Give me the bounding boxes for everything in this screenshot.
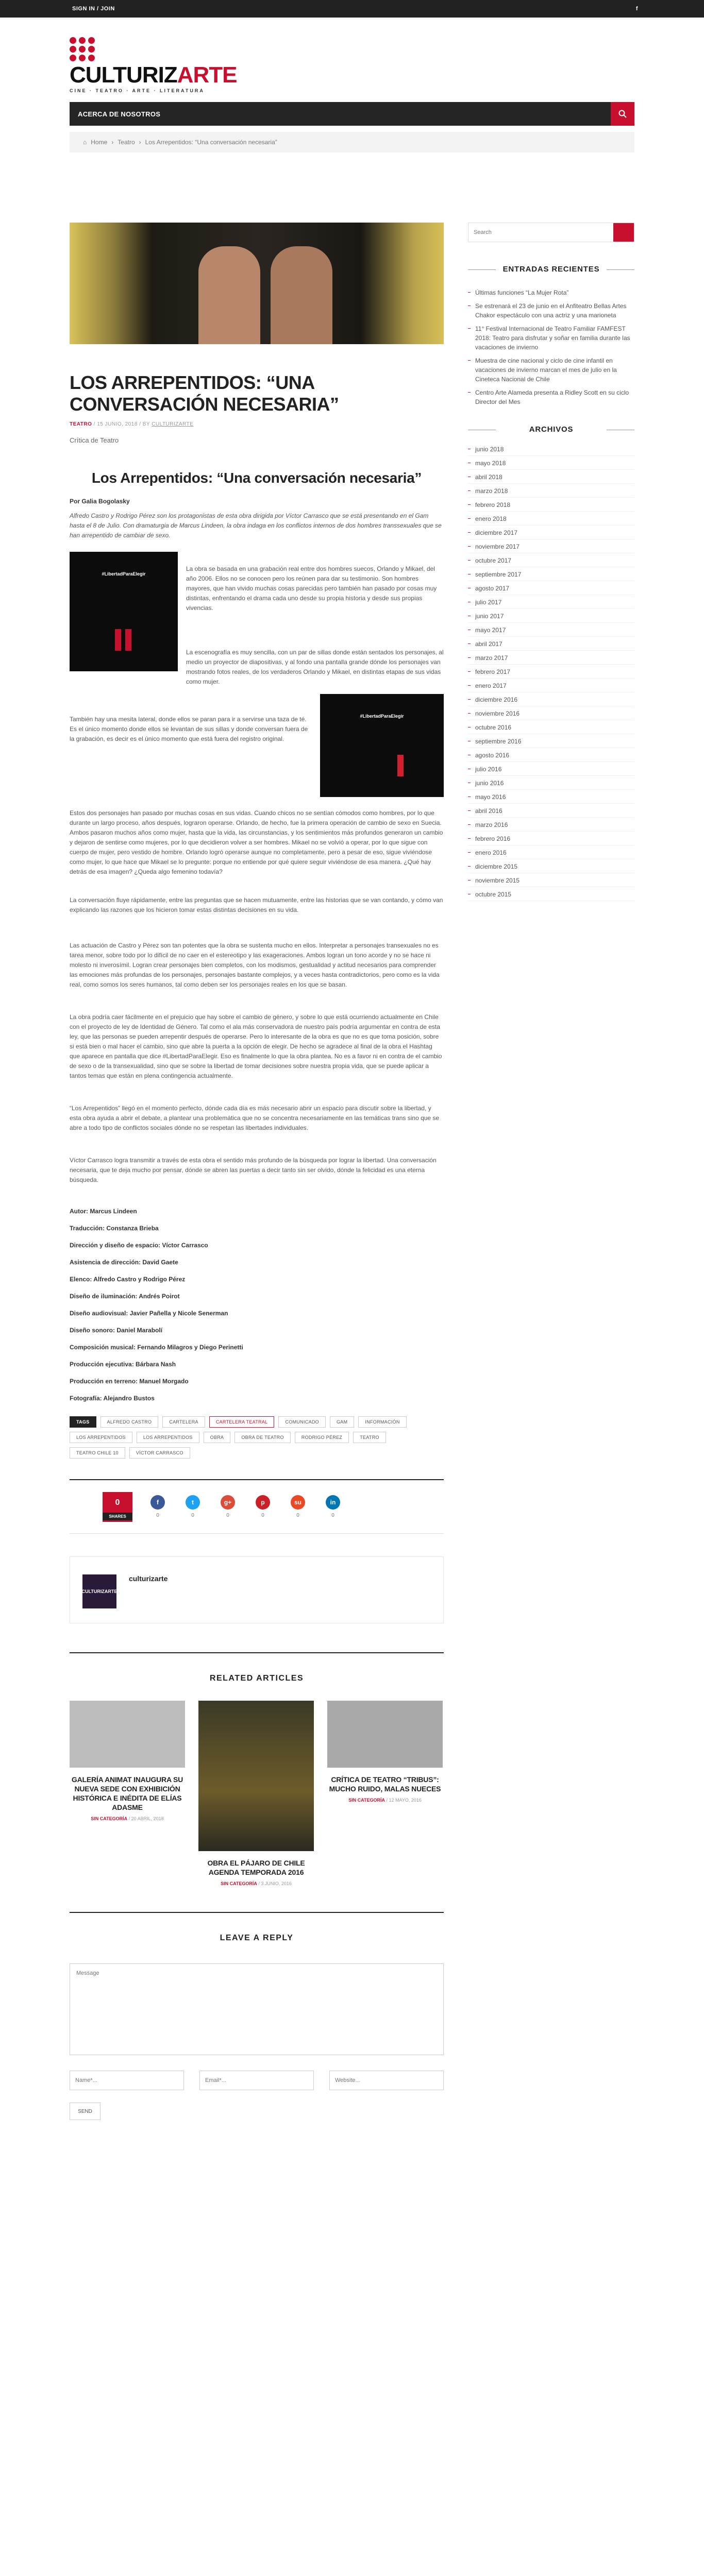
- author-box: [70, 1556, 444, 1623]
- archive-list: [468, 442, 634, 901]
- recent-item[interactable]: Muestra de cine nacional y ciclo de cine infantil en vacaciones de invierno marcan el mes de julio en la Cineteca Nacional de Chile: [468, 352, 634, 384]
- archive-item[interactable]: enero 2018: [468, 512, 634, 526]
- article-photo: #LibertadParaElegir: [70, 552, 178, 671]
- breadcrumb-home[interactable]: Home: [91, 139, 108, 146]
- archive-item[interactable]: noviembre 2017: [468, 539, 634, 553]
- tag[interactable]: VÍCTOR CARRASCO: [129, 1447, 190, 1459]
- tag[interactable]: TEATRO: [353, 1432, 386, 1443]
- avatar[interactable]: CULTURIZARTE: [82, 1574, 116, 1608]
- archive-item[interactable]: abril 2016: [468, 804, 634, 818]
- paragraph: La obra podría caer fácilmente en el prejuicio que hay sobre el cambio de género, y sobre lo que está ocurriendo actualmente en Chile con el proyecto de ley de Identidad de Género. Tal como el ala más conservadora de nuestro país podría argumentar en contra de esta ley, que las personas se pueden arrepentir después de operarse. Pero lo interesante de la obra es que no es que toma posición, sobre si está bien o mal hacer el cambio, sino que abre la puerta a la opción de elegir. De hecho se agradece al final de la obra el Hashtag que aparece en pantalla que dice #LibertadParaElegir. Eso es finalmente lo que la obra plantea. No es a favor ni en contra de el cambio de sexo o de la transexualidad, sino que se sobre la libertad de tomar decisiones sobre nuestra propia vida, que se puede aplicar a tantos temas que están en plena contingencia actualmente.: [70, 1013, 442, 1079]
- archive-item[interactable]: abril 2018: [468, 470, 634, 484]
- paragraph: También hay una mesita lateral, donde ellos se paran para ir a servirse una taza de té. Es el único momento donde ellos se levantan de sus sillas y donde conversan fuera de la grabación, es decir es el único momento que está fuera del registro original.: [70, 716, 308, 742]
- recent-item[interactable]: Últimas funciones “La Mujer Rota”: [468, 284, 634, 297]
- author-name[interactable]: culturizarte: [129, 1574, 168, 1583]
- recent-item[interactable]: 11° Festival Internacional de Teatro Familiar FAMFEST 2018: Teatro para disfrutar y soñar en familia durante las vacaciones de invierno: [468, 320, 634, 352]
- credit-line: Asistencia de dirección: David Gaete: [70, 1259, 178, 1266]
- recent-item[interactable]: Se estrenará el 23 de junio en el Anfiteatro Bellas Artes Chakor espectáculo con una actriz y una marioneta: [468, 297, 634, 320]
- archive-item[interactable]: octubre 2016: [468, 720, 634, 734]
- related-card-title[interactable]: CRÍTICA DE TEATRO “TRIBUS”: MUCHO RUIDO, MALAS NUECES: [329, 1775, 441, 1793]
- article-title: LOS ARREPENTIDOS: “UNA CONVERSACIÓN NECESARIA”: [70, 372, 339, 415]
- related-image[interactable]: [70, 1701, 185, 1768]
- archive-item[interactable]: noviembre 2016: [468, 706, 634, 720]
- archive-item[interactable]: diciembre 2016: [468, 692, 634, 706]
- share-count: 0 SHARES: [103, 1492, 132, 1522]
- archive-title: ARCHIVOS: [468, 425, 634, 434]
- search-icon[interactable]: [613, 223, 634, 242]
- credit-line: Dirección y diseño de espacio: Víctor Carrasco: [70, 1242, 208, 1249]
- site-logo[interactable]: [70, 37, 634, 94]
- archive-item[interactable]: julio 2016: [468, 762, 634, 776]
- share-stumbleupon[interactable]: su 0: [288, 1495, 308, 1518]
- archive-item[interactable]: junio 2017: [468, 609, 634, 623]
- share-linkedin[interactable]: in 0: [323, 1495, 343, 1518]
- paragraph: Las actuación de Castro y Pérez son tan potentes que la obra se sustenta mucho en ellos. Interpretar a personajes transexuales no es tarea menor, sobre todo por lo difícil de no caer en el estereotipo y las exageraciones. Ambos logran un tono acorde y no se hace ni molesto ni inverosímil. Logran crear personajes bien completos, con los modismos, gestualidad y actitud necesarios para comprender las emociones más profundas de los personajes, personajes bastante complejos, y a veces hasta contradictorios, pero como es la vida real, como somos los seres humanos, tal como deben ser los personajes reales en los que se basan.: [70, 942, 440, 988]
- archive-item[interactable]: septiembre 2017: [468, 567, 634, 581]
- archive-item[interactable]: marzo 2018: [468, 484, 634, 498]
- sidebar-search: [468, 223, 634, 242]
- send-button[interactable]: SEND: [70, 2103, 100, 2120]
- share-google[interactable]: g+ 0: [218, 1495, 238, 1518]
- home-icon: ⌂: [83, 139, 87, 146]
- credit-line: Producción en terreno: Manuel Morgado: [70, 1378, 189, 1385]
- archive-item[interactable]: agosto 2016: [468, 748, 634, 762]
- archive-item[interactable]: mayo 2018: [468, 456, 634, 470]
- tag-list: [70, 1416, 430, 1459]
- archive-item[interactable]: diciembre 2015: [468, 859, 634, 873]
- top-bar: [0, 0, 704, 18]
- archive-item[interactable]: febrero 2018: [468, 498, 634, 512]
- archive-item[interactable]: enero 2016: [468, 845, 634, 859]
- archive-item[interactable]: mayo 2017: [468, 623, 634, 637]
- linkedin-icon: in: [326, 1495, 340, 1510]
- archive-item[interactable]: marzo 2017: [468, 651, 634, 665]
- meta-author[interactable]: CULTURIZARTE: [152, 421, 194, 427]
- archive-item[interactable]: agosto 2017: [468, 581, 634, 595]
- tag[interactable]: ALFREDO CASTRO: [100, 1416, 159, 1428]
- archive-item[interactable]: junio 2018: [468, 442, 634, 456]
- tag[interactable]: RODRIGO PÉREZ: [295, 1432, 349, 1443]
- reply-title: LEAVE A REPLY: [220, 1934, 294, 1942]
- logo-text: CULTURIZARTE: [70, 62, 237, 88]
- sidebar: [468, 223, 634, 901]
- article-excerpt: Crítica de Teatro: [70, 436, 119, 444]
- tag[interactable]: TEATRO CHILE 10: [70, 1447, 125, 1459]
- credit-line: Diseño audiovisual: Javier Pañella y Nicole Senerman: [70, 1310, 228, 1317]
- credit-line: Composición musical: Fernando Milagros y Diego Perinetti: [70, 1344, 243, 1351]
- tag[interactable]: GAM: [330, 1416, 354, 1428]
- archive-item[interactable]: abril 2017: [468, 637, 634, 651]
- archive-item[interactable]: noviembre 2015: [468, 873, 634, 887]
- tag[interactable]: OBRA: [204, 1432, 231, 1443]
- facebook-icon: f: [150, 1495, 165, 1510]
- article-byline: Por Galia Bogolasky: [70, 498, 130, 505]
- tag[interactable]: OBRA DE TEATRO: [234, 1432, 290, 1443]
- meta-category[interactable]: TEATRO: [70, 421, 92, 427]
- credits-list: [70, 1208, 444, 1402]
- tag[interactable]: INFORMACIÓN: [358, 1416, 406, 1428]
- related-card-title[interactable]: OBRA EL PÁJARO DE CHILE AGENDA TEMPORADA 2016: [207, 1859, 305, 1876]
- credit-line: Producción ejecutiva: Bárbara Nash: [70, 1361, 176, 1368]
- paragraph: Alfredo Castro y Rodrigo Pérez son los protagonistas de esta obra dirigida por Víctor Carrasco que se está presentando en el Gam hasta el 8 de Julio. Con dramaturgia de Marcus Lindeen, la obra indaga en los conflictos internos de dos hombres transsexuales que se han arrepentido de cambiar de sexo.: [70, 512, 442, 539]
- google-plus-icon: g+: [221, 1495, 235, 1510]
- article-photo: #LibertadParaElegir: [320, 694, 444, 797]
- related-list: [70, 1701, 444, 1886]
- comment-form: [70, 1912, 444, 2120]
- archive-item[interactable]: marzo 2016: [468, 818, 634, 832]
- related-card[interactable]: OBRA EL PÁJARO DE CHILE AGENDA TEMPORADA 2016 SIN CATEGORÍA / 3 JUNIO, 2016: [198, 1701, 314, 1886]
- archive-item[interactable]: febrero 2016: [468, 832, 634, 845]
- archive-item[interactable]: mayo 2016: [468, 790, 634, 804]
- recent-item[interactable]: Centro Arte Alameda presenta a Ridley Scott en su ciclo Director del Mes: [468, 384, 634, 406]
- archive-item[interactable]: diciembre 2017: [468, 526, 634, 539]
- tag[interactable]: LOS ARREPENTIDOS: [137, 1432, 199, 1443]
- tags-label: TAGS: [70, 1416, 96, 1428]
- article-column: [70, 223, 444, 2120]
- related-title: RELATED ARTICLES: [209, 1674, 304, 1683]
- main-nav: [70, 102, 634, 126]
- breadcrumb: [70, 132, 634, 152]
- signin-link[interactable]: SIGN IN / JOIN: [72, 6, 115, 12]
- paragraph: La obra se basada en una grabación real entre dos hombres suecos, Orlando y Mikael, del año 2006. Ellos no se conocen pero los reúnen para dar su testimonio. Son hombres mayores, que han vivido muchas cosas parecidas pero también han pasado por cosas muy distintas, enfrentando el drama cada uno desde su propia historia y desde sus propias vivencias.: [186, 565, 437, 612]
- share-pinterest[interactable]: p 0: [253, 1495, 273, 1518]
- logo-dots-icon: [70, 37, 634, 61]
- paragraph: “Los Arrepentidos” llegó en el momento perfecto, dónde cada día es más necesario abrir un espacio para discutir sobre la libertad, y esta obra ayuda a abrir el debate, a plantear una problemática que no se concentra necesariamente en las temáticas trans sino que se abre a todo tipo de conflictos sociales dónde no se respetan las libertades individuales.: [70, 1105, 440, 1131]
- pinterest-icon: p: [256, 1495, 270, 1510]
- stumbleupon-icon: su: [291, 1495, 305, 1510]
- related-image[interactable]: [327, 1701, 443, 1768]
- share-facebook[interactable]: f 0: [148, 1495, 167, 1518]
- archive-item[interactable]: julio 2017: [468, 595, 634, 609]
- recent-title: ENTRADAS RECIENTES: [468, 265, 634, 274]
- message-field[interactable]: [70, 1963, 444, 2055]
- paragraph: Víctor Carrasco logra transmitir a través de esta obra el sentido más profundo de la búsqueda por lograr la libertad. Una conversación necesaria, que te deja mucho por pensar, dónde se abren las puertas a decir tanto sin ser olvido, dónde la felicidad es una eterna búsqueda.: [70, 1157, 437, 1183]
- featured-image: [70, 223, 444, 344]
- credit-line: Fotografía: Alejandro Bustos: [70, 1395, 155, 1402]
- paragraph: Estos dos personajes han pasado por muchas cosas en sus vidas. Cuando chicos no se sentían cómodos como hombres, por lo que durante un largo proceso, años después, lograron operarse. Orlando, de hecho, fue la primera operación de cambio de sexo en Suecia. Ambos pasaron muchos años como mujer, hasta que la vida, las circunstancias, y los sentimientos más profundos generaron un cambio y dejaron de sentirse como mujeres, por lo que decidieron volver a ser hombres. Mikael no se volvió a operar, por lo que sigue con cuerpo de mujer, pero vestido de hombre. Orlando logró operarse aunque no completamente, pero a pesar de eso, sigue viviéndose como mujer, lo que hace que Mikael se lo pregunte: porque no entiende por qué quiere seguir viviéndose de esa manera. ¿Qué hay detrás de esa imagen? ¿Queda algo femenino todavía?: [70, 809, 443, 875]
- paragraph: La escenografía es muy sencilla, con un par de sillas donde están sentados los personajes, al medio un proyector de diapositivas, y al fondo una pantalla grande dónde los personajes van mostrando fotos reales, de los verdaderos Orlando y Mikael, en distintas etapas de sus vidas como mujer.: [186, 649, 444, 685]
- credit-line: Traducción: Constanza Brieba: [70, 1225, 159, 1232]
- search-icon[interactable]: [611, 102, 634, 126]
- name-field[interactable]: [70, 2071, 184, 2090]
- tag[interactable]: CARTELERA TEATRAL: [209, 1416, 275, 1428]
- archive-item[interactable]: septiembre 2016: [468, 734, 634, 748]
- related-card[interactable]: CRÍTICA DE TEATRO “TRIBUS”: MUCHO RUIDO, MALAS NUECES SIN CATEGORÍA / 12 MAYO, 2016: [327, 1701, 443, 1886]
- article-heading: Los Arrepentidos: “Una conversación necesaria”: [91, 470, 422, 486]
- breadcrumb-current: Los Arrepentidos: “Una conversación necesaria”: [145, 139, 277, 146]
- recent-list: [468, 284, 634, 406]
- archive-item[interactable]: octubre 2017: [468, 553, 634, 567]
- paragraph: La conversación fluye rápidamente, entre las preguntas que se hacen mutuamente, entre las historias que se van contando, y cómo van explicando las razones que los hicieron tomar estas distintas decisiones en su vida.: [70, 896, 443, 913]
- related-image[interactable]: [198, 1701, 314, 1851]
- archive-item[interactable]: febrero 2017: [468, 665, 634, 679]
- archive-item[interactable]: octubre 2015: [468, 887, 634, 901]
- facebook-icon[interactable]: f: [635, 6, 638, 12]
- credit-line: Diseño sonoro: Daniel Marabolí: [70, 1327, 163, 1334]
- twitter-icon: t: [186, 1495, 200, 1510]
- related-card-title[interactable]: GALERÍA ANIMAT INAUGURA SU NUEVA SEDE CON EXHIBICIÓN HISTÓRICA E INÉDITA DE ELÍAS ADASME: [71, 1775, 183, 1811]
- credit-line: Autor: Marcus Lindeen: [70, 1208, 137, 1215]
- tag[interactable]: CARTELERA: [162, 1416, 205, 1428]
- share-bar: [70, 1479, 444, 1534]
- article-meta: TEATRO / 15 JUNIO, 2018 / BY CULTURIZARTE: [70, 421, 194, 427]
- breadcrumb-separator: ›: [139, 139, 141, 146]
- credit-line: Elenco: Alfredo Castro y Rodrigo Pérez: [70, 1276, 186, 1283]
- related-card[interactable]: GALERÍA ANIMAT INAUGURA SU NUEVA SEDE CON EXHIBICIÓN HISTÓRICA E INÉDITA DE ELÍAS ADASME SIN CATEGORÍA / 20 ABRIL, 2018: [70, 1701, 185, 1886]
- website-field[interactable]: [329, 2071, 444, 2090]
- archive-item[interactable]: enero 2017: [468, 679, 634, 692]
- tag[interactable]: LOS ARREPENTIDOS: [70, 1432, 132, 1443]
- logo-tagline: CINE · TEATRO · ARTE · LITERATURA: [70, 88, 205, 93]
- tag[interactable]: COMUNICADO: [278, 1416, 326, 1428]
- breadcrumb-separator: ›: [111, 139, 114, 146]
- archive-item[interactable]: junio 2016: [468, 776, 634, 790]
- email-field[interactable]: [199, 2071, 314, 2090]
- search-input[interactable]: [468, 223, 613, 242]
- credit-line: Diseño de iluminación: Andrés Poirot: [70, 1293, 180, 1300]
- share-twitter[interactable]: t 0: [183, 1495, 203, 1518]
- breadcrumb-category[interactable]: Teatro: [118, 139, 135, 146]
- nav-item-about[interactable]: ACERCA DE NOSOTROS: [78, 110, 161, 118]
